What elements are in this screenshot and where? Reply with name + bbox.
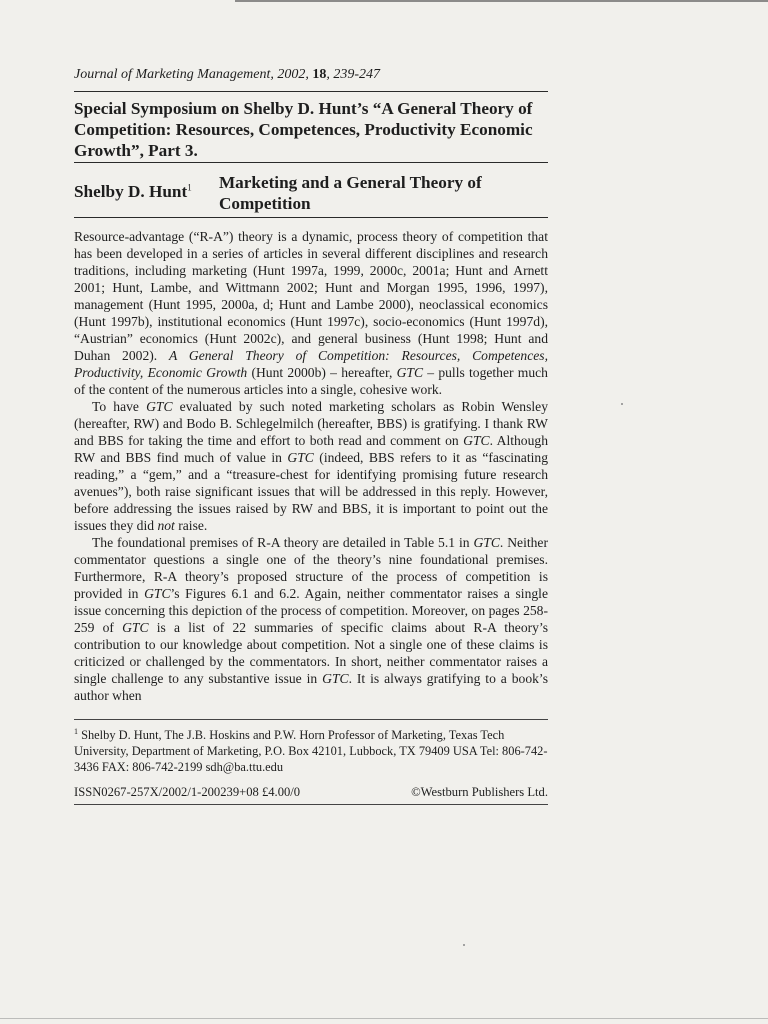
citation-year: , 2002, bbox=[270, 67, 313, 82]
issn: ISSN0267-257X/2002/1-200239+08 £4.00/0 bbox=[74, 785, 301, 800]
scan-speck bbox=[463, 944, 465, 946]
scan-edge-bottom bbox=[0, 1018, 768, 1019]
volume-number: 18 bbox=[312, 67, 327, 82]
author-title-row bbox=[74, 172, 548, 214]
article-title: Marketing and a General Theory of Competition bbox=[218, 173, 482, 213]
scan-speck bbox=[621, 403, 623, 405]
copyright-line bbox=[74, 785, 548, 800]
footnote-marker: 1 bbox=[187, 182, 192, 193]
header-rule bbox=[74, 91, 548, 92]
article-body bbox=[74, 228, 548, 704]
footnote-rule bbox=[74, 719, 548, 720]
page-range: , 239-247 bbox=[326, 67, 381, 82]
paragraph-1: Resource-advantage (“R-A”) theory is a dynamic, process theory of competition that has been developed in a series of articles in several different disciplines and research traditions, including marketing (Hunt 1997a, 1999, 2000c, 2001a; Hunt and Arnett 2001; Hunt, Lambe, and Wittmann 2002; Hunt and Morgan 1995, 1996, 1997), management (Hunt 1995, 2000a, d; Hunt and Lambe 2000), neoclassical economics (Hunt 1997b), institutional economics (Hunt 1997c), socio-economics (Hunt 1997d), “Austrian” economics (Hunt 2002c), and general business (Hunt 1998; Hunt and Duhan 2002). A General Theory of Competition: Resources, Competences, Productivity, Economic Growth (Hunt 2000b) – hereafter, GTC – pulls together much of the content of the numerous articles into a single, cohesive work. bbox=[74, 229, 548, 397]
running-header bbox=[74, 66, 548, 84]
journal-name: Journal of Marketing Management bbox=[74, 67, 271, 82]
author-rule bbox=[74, 217, 548, 218]
journal-page bbox=[74, 66, 548, 805]
author-footnote: $^1$ Shelby D. Hunt, The J.B. Hoskins and P.W. Horn Professor of Marketing, Texas Tech University, Department of Marketing, P.O. Box 42101, Lubbock, TX 79409 USA Tel: 806-742-3436 FAX: 806-742-2199 sdh@ba.ttu.edu bbox=[74, 727, 548, 775]
title-rule bbox=[74, 162, 548, 163]
copyright-rule bbox=[74, 804, 548, 805]
publisher: ©Westburn Publishers Ltd. bbox=[411, 785, 548, 800]
scan-edge-top bbox=[235, 0, 768, 2]
author-name: Shelby D. Hunt$^1$ bbox=[74, 182, 192, 201]
paragraph-3: The foundational premises of R-A theory are detailed in Table 5.1 in GTC. Neither commentator questions a single one of the theory’s nine foundational premises. Furthermore, R-A theory’s proposed structure of the process of competition is provided in GTC’s Figures 6.1 and 6.2. Again, neither commentator raises a single issue concerning this depiction of the process of competition. Moreover, on pages 258-259 of GTC is a list of 22 summaries of specific claims about R-A theory’s contribution to our knowledge about competition. Not a single one of these claims is criticized or challenged by the commentators. In short, neither commentator raises a single challenge to any substantive issue in GTC. It is always gratifying to a book’s author when bbox=[74, 535, 549, 703]
symposium-title: Special Symposium on Shelby D. Hunt’s “A General Theory of Competition: Resources, Competences, Productivity Economic Growth”, Part 3. bbox=[74, 99, 533, 160]
paragraph-2: To have GTC evaluated by such noted marketing scholars as Robin Wensley (hereafter, RW) and Bodo B. Schlegelmilch (hereafter, BBS) is gratifying. I thank RW and BBS for taking the time and effort to both read and comment on GTC. Although RW and BBS find much of value in GTC (indeed, BBS refers to it as “fascinating reading,” a “gem,” and a “treasure-chest for identifying promising future research avenues”), both raise significant issues that will be addressed in this reply. However, before addressing the issues raised by RW and BBS, it is important to point out the issues they did not raise. bbox=[74, 399, 548, 533]
